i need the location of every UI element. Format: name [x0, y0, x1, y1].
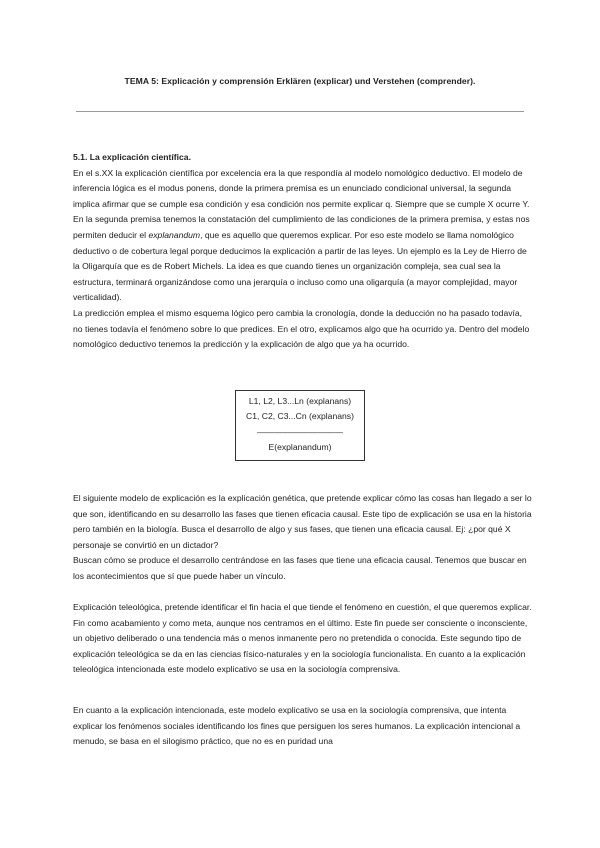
formula-separator: ——————————	[257, 426, 343, 437]
paragraph-teleological-block	[73, 600, 533, 678]
explanandum-term: explanandum	[148, 229, 201, 240]
title-divider	[76, 111, 524, 112]
section-1	[73, 150, 533, 353]
paragraph-genetic-block	[73, 491, 533, 585]
formula-conditions: C1, C2, C3...Cn (explanans)	[246, 411, 354, 422]
document-title: TEMA 5: Explicación y comprensión Erklären (explicar) und Verstehen (comprender).	[124, 76, 476, 86]
paragraph-genetic-2: Buscan cómo se produce el desarrollo centrándose en las fases que tiene una eficacia causal. Tenemos que buscar en los acontecimientos que sí que puede haber un vínculo.	[73, 555, 527, 581]
formula-laws: L1, L2, L3...Ln (explanans)	[248, 396, 352, 406]
formula-explanandum: E(explanandum)	[268, 441, 332, 452]
paragraph-intentional-block	[73, 703, 533, 750]
paragraph-prediction: La predicción emplea el mismo esquema lógico pero cambia la cronología, donde la deducción no ha pasado todavía, no tienes todavía el fenómeno sobre lo que predices. En el otro, explicamos algo que ha ocurrido ya. Dentro del modelo nomológico deductivo tenemos la predicción y la explicación de algo que ya ha ocurrido.	[73, 307, 530, 350]
paragraph-genetic: El siguiente modelo de explicación es la explicación genética, que pretende explicar cómo las cosas han llegado a ser lo que son, identificando en su desarrollo las fases que tienen eficacia causal. Este tipo de explicación se usa en la historia pero también en la biología. Busca el desarrollo de algo y sus fases, que tienen una eficacia causal. Ej: ¿por qué X personaje se convirtió en un dictador?	[73, 493, 532, 550]
paragraph-teleological: Explicación teleológica, pretende identificar el fin hacia el que tiende el fenómeno en cuestión, el que queremos explicar. Fin como acabamiento y como meta, aunque nos centramos en el último. Este fin puede ser consciente o inconsciente, un objetivo deliberado o una tendencia más o menos inmanente pero no pretendida o conocida. Este segundo tipo de explicación teleológica se da en las ciencias físico-naturales y en la sociología funcionalista. En cuanto a la explicación teleológica intencionada este modelo explicativo se usa en la sociología comprensiva.	[73, 602, 532, 675]
section-heading: 5.1. La explicación científica.	[73, 152, 191, 162]
paragraph-part: En el s.XX la explicación científica por excelencia era la que respondía al modelo nomológico deductivo. El modelo de inferencia lógica es el modus ponens, donde la primera premisa es un enunciado condicional universal, la segunda implica afirmar que se cumple esa condición y esa condición nos permite explicar q. Siempre que se cumple X ocurre Y. En la segunda premisa tenemos la constatación del cumplimiento de las condiciones de la primera premisa, y estas nos permiten deducir el	[73, 167, 530, 240]
paragraph-nomological	[73, 166, 533, 306]
paragraph-intentional: En cuanto a la explicación intencionada, este modelo explicativo se usa en la sociología comprensiva, que intenta explicar los fenómenos sociales identificando los fines que persiguen los seres humanos. La explicación intencional a menudo, se basa en el silogismo práctico, que no es en puridad una	[73, 705, 521, 747]
formula-box	[235, 390, 365, 461]
paragraph-part: , que es aquello que queremos explicar. Por eso este modelo se llama nomológico deductivo o de cobertura legal porque deducimos la explicación a partir de las leyes. Un ejemplo es la Ley de Hierro de la Oligarquía que es de Robert Michels. La idea es que cuando tienes un organización compleja, sea cual sea la estructura, terminará organizándose como una jerarquía o incluso como una oligarquía (a mayor complejidad, mayor verticalidad).	[73, 229, 527, 303]
